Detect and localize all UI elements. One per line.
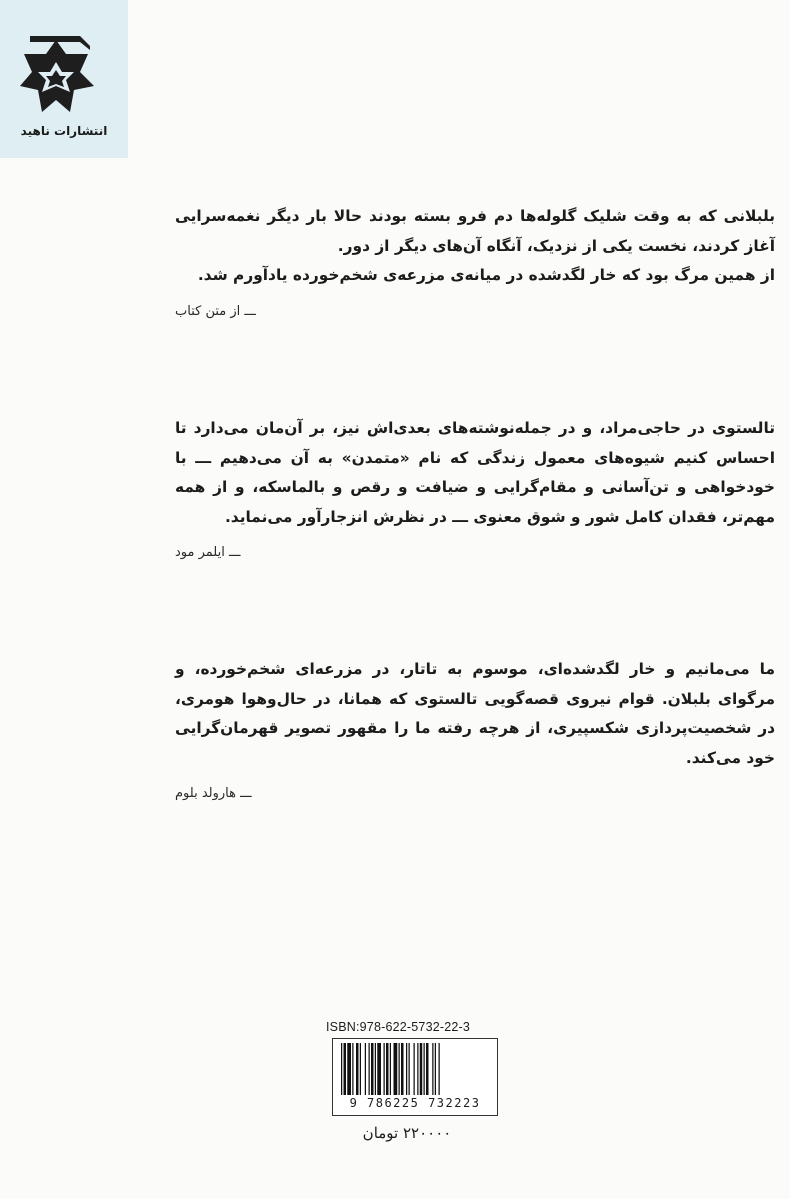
- isbn-block: [322, 1020, 508, 1134]
- quote-attribution: [175, 779, 775, 809]
- publisher-name: انتشارات ناهید: [20, 124, 108, 138]
- attribution-text: ـــ ایلمر مود: [175, 545, 241, 560]
- publisher-logo-box: [0, 0, 128, 158]
- barcode-bars: [339, 1043, 491, 1097]
- quote-attribution: [175, 297, 775, 327]
- attribution-text: ـــ هارولد بلوم: [175, 786, 252, 801]
- quote-paragraph: بلبلانی که به وقت شلیک گلوله‌ها دم فرو بسته بودند حالا بار دیگر نغمه‌سرایی آغاز کردند، نخست یکی از نزدیک، آنگاه آن‌های دیگر از دور.: [175, 207, 775, 255]
- quote-section-2: [175, 414, 775, 568]
- isbn-label: ISBN:978-622-5732-22-3: [326, 1020, 471, 1034]
- quote-paragraph: تالستوی در حاجی‌مراد، و در جمله‌نوشته‌های بعدی‌اش نیز، بر آن‌مان می‌دارد تا احساس کنیم شیوه‌های معمول زندگی که نام «متمدن» به آن می‌دهیم ـــ با خودخواهی و تن‌آسانی و مقام‌گرایی و ضیافت و رقص و بالماسکه، و از همه مهم‌تر، فقدان کامل شور و شوق معنوی ـــ در نظرش انزجارآور می‌نماید.: [175, 419, 775, 526]
- quote-attribution: [175, 538, 775, 568]
- eight-point-star-book-icon: [18, 28, 104, 120]
- price: ۲۲۰۰۰۰ تومان: [362, 1124, 452, 1142]
- quote-section-1: [175, 202, 775, 326]
- quote-paragraph: از همین مرگ بود که خار لگدشده در میانه‌ی مزرعه‌ی شخم‌خورده یادآورم شد.: [197, 266, 775, 284]
- quote-paragraph: ما می‌مانیم و خار لگدشده‌ای، موسوم به تاتار، در مزرعه‌ای شخم‌خورده، و مرگوای بلبلان. قوام نیروی قصه‌گویی تالستوی که همانا، در حال‌وهوا هومری، در شخصیت‌پردازی شکسپیری، از هرچه رفته ما را مقهور تصویر قهرمان‌گرایی خود می‌کند.: [175, 660, 775, 767]
- quote-section-3: [175, 655, 775, 809]
- attribution-text: ـــ از متن کتاب: [175, 303, 256, 319]
- barcode-number: 9 786225 732223: [349, 1096, 481, 1110]
- barcode: [332, 1038, 498, 1116]
